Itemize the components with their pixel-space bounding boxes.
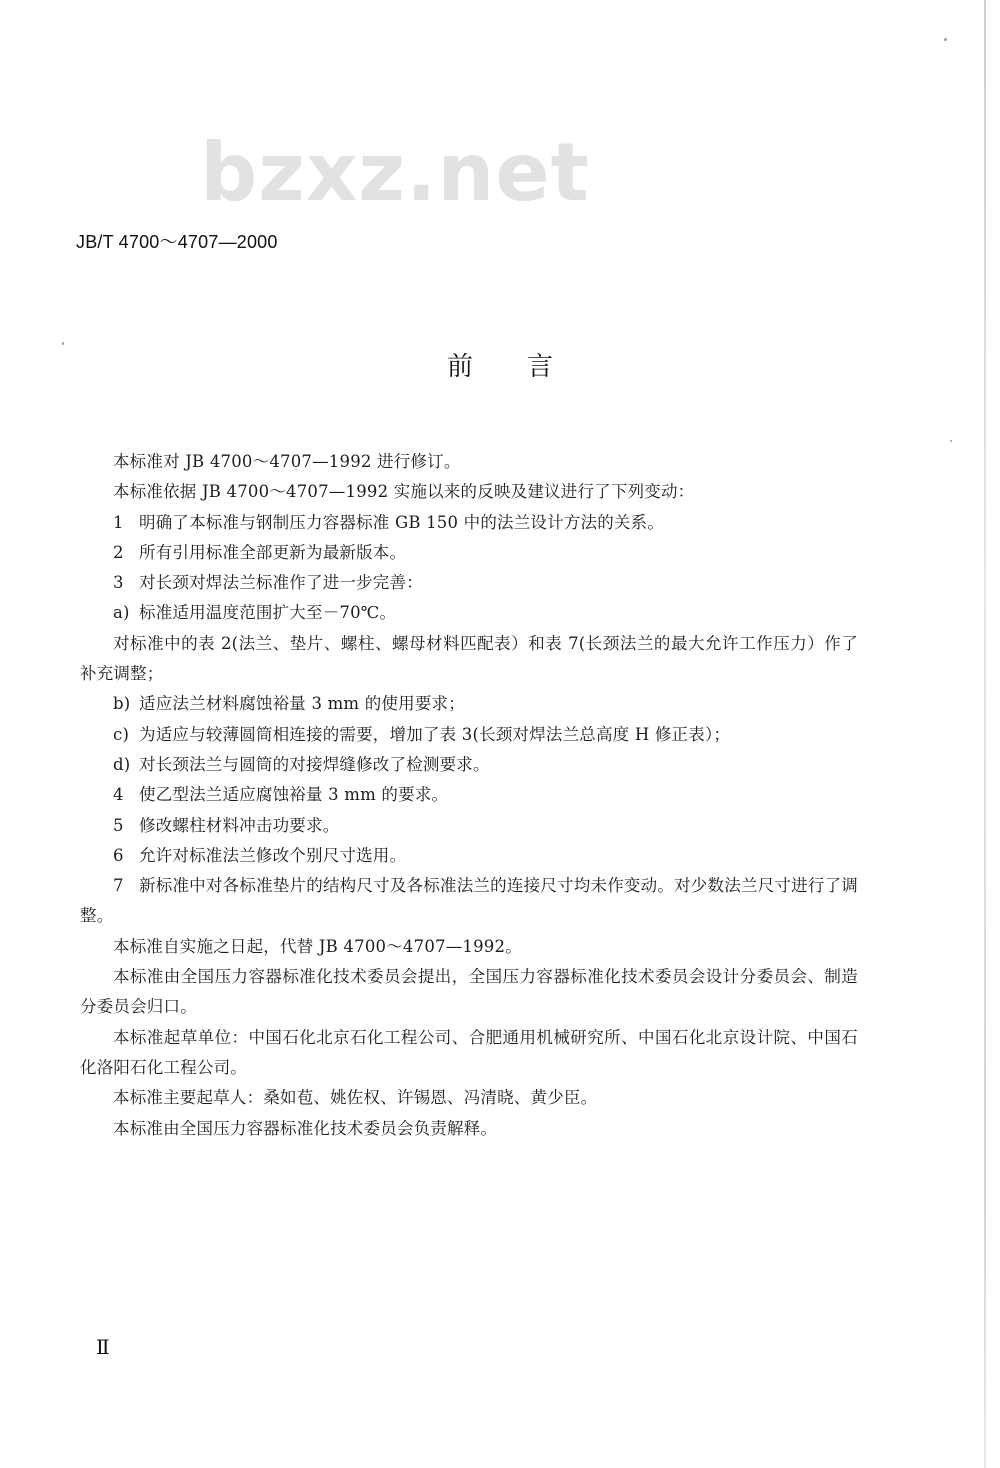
paragraph [80,932,858,962]
list-item [80,568,858,598]
item-number: d) [113,754,131,774]
paragraph-text: 新标准中对各标准垫片的结构尺寸及各标准法兰的连接尺寸均未作变动。对少数法兰尺寸进行了调整。 [80,876,858,926]
paragraph-text: 适应法兰材料腐蚀裕量 3 mm 的使用要求； [139,694,465,714]
paragraph [80,477,858,507]
paragraph-text: 对标准中的表 2(法兰、垫片、螺柱、螺母材料匹配表）和表 7(长颈法兰的最大允许工作压力）作了补充调整； [80,633,858,684]
paragraph-text: 本标准自实施之日起，代替 JB 4700～4707—1992。 [113,936,522,956]
item-number: b) [113,694,131,714]
item-number: 6 [113,845,124,865]
paragraph [80,1023,858,1084]
paragraph-text: 为适应与较薄圆筒相连接的需要，增加了表 3(长颈对焊法兰总高度 H 修正表）； [139,724,731,744]
paragraph-text: 本标准由全国压力容器标准化技术委员会负责解释。 [113,1118,498,1138]
paragraph [80,1083,858,1113]
scan-speck [944,38,947,41]
scan-page-edge [984,0,986,1468]
item-number: 3 [113,573,124,593]
item-number: a) [113,603,130,623]
list-item [80,871,858,932]
paragraph-text: 所有引用标准全部更新为最新版本。 [139,542,407,562]
scan-speck [62,342,64,345]
paragraph-text: 使乙型法兰适应腐蚀裕量 3 mm 的要求。 [139,785,449,805]
paragraph-text: 本标准由全国压力容器标准化技术委员会提出，全国压力容器标准化技术委员会设计分委员会、制造分委员会归口。 [80,967,858,1017]
list-item [80,598,858,628]
list-item [80,750,858,780]
paragraph [80,1114,858,1144]
list-item [80,508,858,538]
list-item [80,780,858,810]
paragraph-text: 本标准主要起草人：桑如苞、姚佐权、许锡恩、冯清晓、黄少臣。 [113,1088,598,1108]
paragraph-text: 修改螺柱材料冲击功要求。 [139,815,340,835]
page-title: 前言 [446,352,607,382]
list-item [80,720,858,750]
paragraph-text: 明确了本标准与钢制压力容器标准 GB 150 中的法兰设计方法的关系。 [139,512,665,532]
paragraph-text: 允许对标准法兰修改个别尺寸选用。 [139,845,407,865]
list-item [80,811,858,841]
paragraph [80,447,858,477]
preface-body [80,447,858,1144]
paragraph-text: 本标准对 JB 4700～4707—1992 进行修订。 [113,452,461,471]
watermark: bzxz.net [200,126,590,219]
item-number: 4 [113,785,124,805]
list-item [80,538,858,568]
page-number: Ⅱ [96,1335,110,1359]
item-number: 1 [113,512,124,532]
paragraph-text: 对长颈对焊法兰标准作了进一步完善： [139,573,423,593]
list-item [80,689,858,719]
item-number: 2 [113,542,124,562]
item-number: 7 [113,876,124,896]
paragraph-text: 标准适用温度范围扩大至－70℃。 [139,603,397,623]
paragraph-text: 对长颈法兰与圆筒的对接焊缝修改了检测要求。 [139,754,490,774]
item-number: 5 [113,815,124,835]
paragraph [80,962,858,1023]
paragraph-text: 本标准起草单位：中国石化北京石化工程公司、合肥通用机械研究所、中国石化北京设计院、中国石化洛阳石化工程公司。 [80,1027,858,1077]
paragraph-text: 本标准依据 JB 4700～4707—1992 实施以来的反映及建议进行了下列变动： [113,482,695,502]
item-number: c) [113,724,130,744]
paragraph [80,629,858,690]
scan-speck [950,440,952,442]
list-item [80,841,858,871]
standard-code: JB/T 4700～4707—2000 [76,232,278,252]
